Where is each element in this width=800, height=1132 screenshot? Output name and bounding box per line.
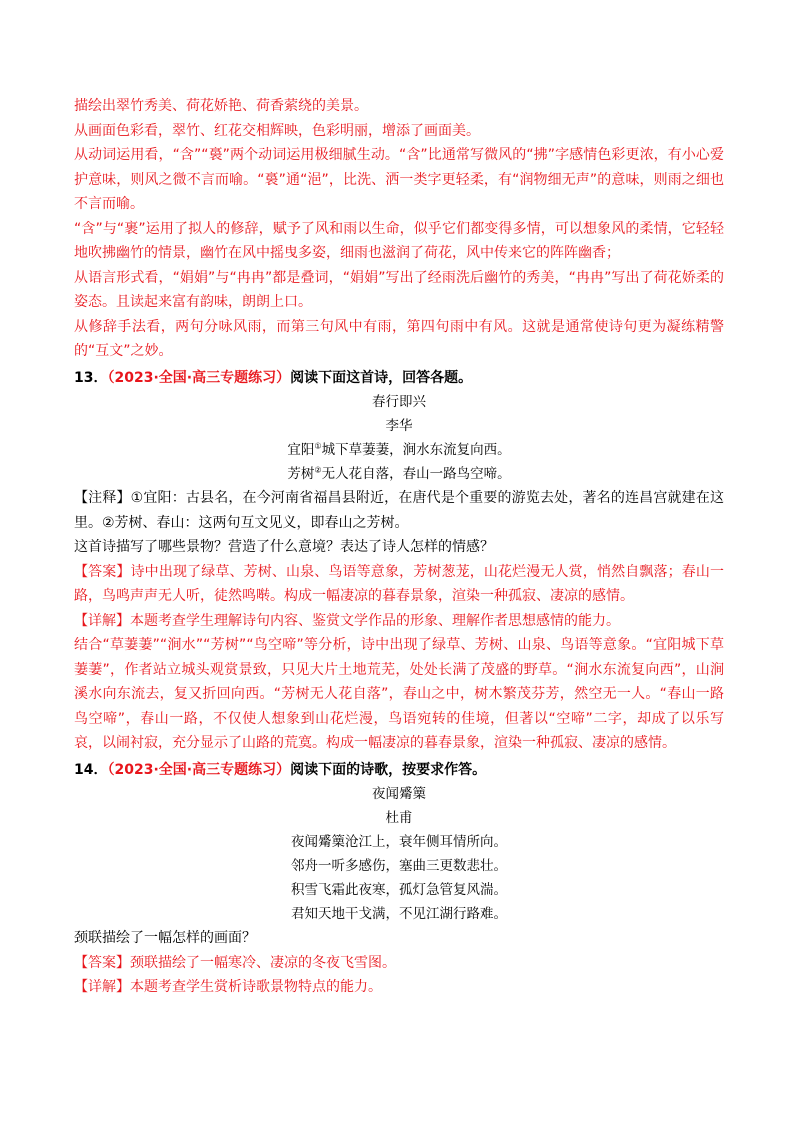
- answer-tag: 【答案】: [74, 563, 131, 580]
- question-text: 颈联描绘了一幅怎样的画面？: [74, 930, 256, 946]
- detail-block: [74, 609, 724, 634]
- answer-line: 从修辞手法看，两句分咏风雨，而第三句风中有雨，第四句雨中有风。这就是通常使诗句更为凝练精警的“互文”之妙。: [74, 318, 724, 359]
- question-number: 14．: [74, 761, 108, 778]
- poem-line: 宜阳①城下草萋萋，涧水东流复向西。: [287, 441, 511, 458]
- poem-line: 君知天地干戈满，不见江湖行路难。: [291, 906, 507, 922]
- poem-line: 夜闻觱篥沧江上，衰年侧耳情所向。: [291, 834, 507, 850]
- footnote-marker: ①: [314, 441, 322, 451]
- question-13: [74, 366, 724, 756]
- question-text: 这首诗描写了哪些景物？营造了什么意境？表达了诗人怎样的情感？: [74, 539, 494, 555]
- detail-tag: 【详解】: [74, 979, 130, 995]
- question-heading: [74, 366, 724, 391]
- answer-block: [74, 951, 724, 976]
- question-number: 13．: [74, 369, 108, 386]
- answer-line: 从画面色彩看，翠竹、红花交相辉映，色彩明丽，增添了画面美。: [74, 122, 480, 139]
- answer-line: “含”与“裹”运用了拟人的修辞，赋予了风和雨以生命，似乎它们都变得多情，可以想象风的柔情，它轻轻地吹拂幽竹的情景，幽竹在风中摇曳多姿，细雨也滋润了荷花，风中传来它的阵阵幽香；: [74, 220, 724, 261]
- answer-line: 从动词运用看，“含”“裛”两个动词运用极细腻生动。“含”比通常写微风的“拂”字感情色彩更浓，有小心爱护意味，则风之微不言而喻。“裛”通“浥”，比洗、洒一类字更轻柔，有“润物细无声”的意味，则雨之细也不言而喻。: [74, 147, 724, 212]
- poem-author: 杜甫: [385, 810, 413, 826]
- question-14: [74, 758, 724, 1000]
- question-prompt: 阅读下面这首诗，回答各题。: [290, 369, 473, 386]
- question-source: （2023·全国·高三专题练习）: [107, 369, 291, 386]
- poem-line: 芳树②无人花自落，春山一路鸟空啼。: [287, 465, 511, 482]
- answer-text: 诗中出现了绿草、芳树、山泉、鸟语等意象，芳树葱茏，山花烂漫无人赏，悄然自飘落；春山一路，鸟鸣声声无人听，徒然鸣啭。构成一幅凄凉的暮春景象，渲染一种孤寂、凄凉的感情。: [74, 563, 725, 604]
- detail-text: 本题考查学生赏析诗歌景物特点的能力。: [130, 979, 382, 995]
- answer-text: 颈联描绘了一幅寒冷、凄凉的冬夜飞雪图。: [130, 954, 396, 971]
- question-prompt: 阅读下面的诗歌，按要求作答。: [290, 761, 487, 778]
- poem-title: 夜闻觱篥: [372, 786, 426, 802]
- poem-line: 积雪飞霜此夜寒，孤灯急管复风湍。: [291, 882, 507, 898]
- answer-line: 描绘出翠竹秀美、荷花娇艳、荷香萦绕的美景。: [74, 98, 368, 114]
- poem-title: 春行即兴: [372, 394, 426, 410]
- footnote-marker: ②: [314, 465, 322, 475]
- poem-line: 邻舟一听多感伤，塞曲三更数悲壮。: [291, 858, 507, 874]
- detail-text: 本题考查学生理解诗句内容、鉴赏文学作品的形象、理解作者思想感情的能力。: [130, 612, 620, 629]
- question-heading: [74, 758, 724, 783]
- answer-line: 从语言形式看，“娟娟”与“冉冉”都是叠词，“娟娟”写出了经雨洗后幽竹的秀美，“冉冉”写出了荷花娇柔的姿态。且读起来富有韵味，朗朗上口。: [74, 269, 724, 310]
- content-area: [74, 94, 724, 1000]
- poem-note: 【注释】①宜阳：古县名，在今河南省福昌县附近，在唐代是个重要的游览去处，著名的连昌宫就建在这里。②芳树、春山：这两句互文见义，即春山之芳树。: [74, 490, 724, 531]
- answer-block: [74, 560, 724, 609]
- poem-author: 李华: [385, 418, 413, 434]
- analysis-text: 结合“草萋萋”“涧水”“芳树”“鸟空啼”等分析，诗中出现了绿草、芳树、山泉、鸟语等意象。“宜阳城下草萋萋”，作者站立城头观赏景致，只见大片土地荒芜，处处长满了茂盛的野草。“涧水东流复向西”，山涧溪水向东流去，复又折回向西。“芳树无人花自落”，春山之中，树木繁茂芬芳，然空无一人。“春山一路鸟空啼”，春山一路，不仅使人想象到山花烂漫，鸟语宛转的佳境，但著以“空啼”二字，却成了以乐写哀，以闹衬寂，充分显示了山路的荒寞。构成一幅凄凉的暮春景象，渲染一种孤寂、凄凉的感情。: [74, 637, 724, 751]
- detail-block: [74, 975, 724, 1000]
- question-source: （2023·全国·高三专题练习）: [107, 761, 291, 778]
- answer-tag: 【答案】: [74, 954, 130, 971]
- previous-answer: [74, 94, 724, 364]
- detail-tag: 【详解】: [74, 612, 130, 629]
